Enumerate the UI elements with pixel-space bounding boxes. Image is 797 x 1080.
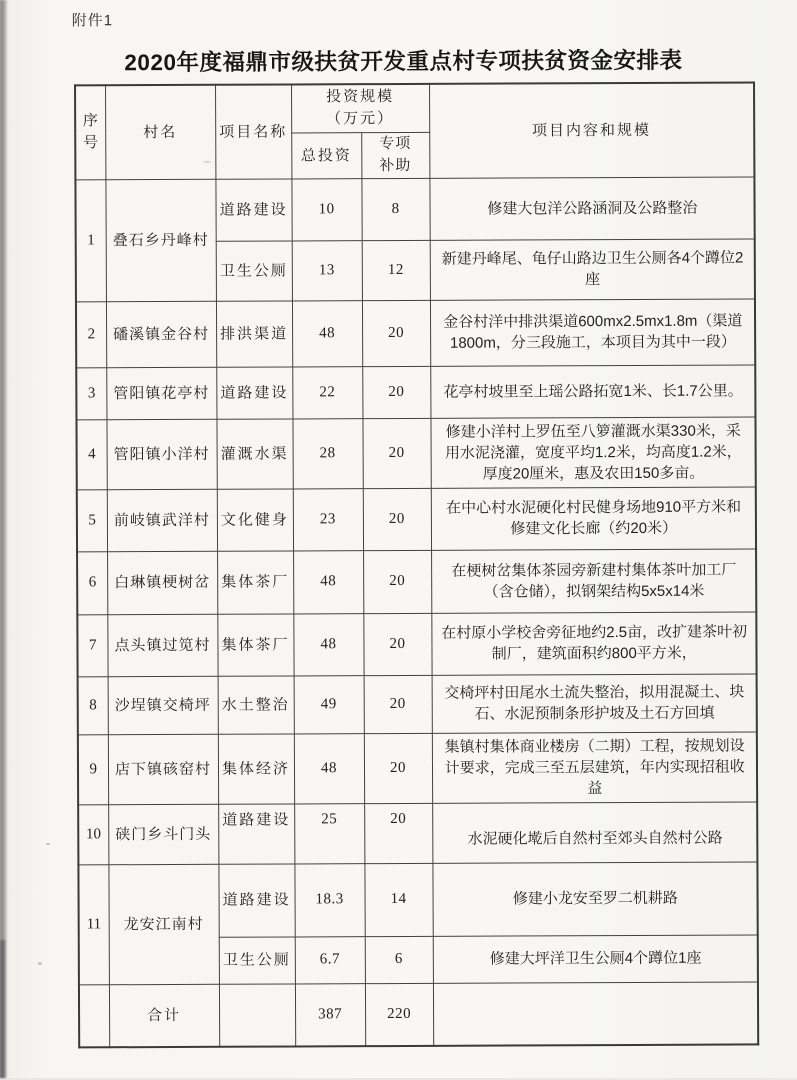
total-investment-cell: 48 (294, 733, 364, 803)
project-cell: 文化健身 (217, 488, 293, 550)
total-investment-cell: 10 (291, 178, 361, 240)
content-cell: 集镇村集体商业楼房（二期）工程，按规划设计要求，完成三至五层建筑，年内实现招租收益 (432, 731, 757, 802)
header-investment-group: 投资规模（万元） (291, 84, 429, 133)
total-investment-sum-cell: 387 (295, 983, 365, 1046)
village-cell: 硖门乡斗门头 (108, 804, 218, 864)
header-content: 项目内容和规模 (429, 82, 754, 177)
table-row (75, 176, 754, 241)
seq-cell: 6 (77, 551, 107, 614)
project-cell: 卫生公厕 (216, 240, 292, 300)
project-cell: 灌溉水渠 (216, 418, 292, 488)
subsidy-cell: 20 (363, 488, 431, 550)
header-seq: 序号 (75, 85, 105, 179)
table-row (76, 364, 755, 419)
seq-cell: 2 (76, 301, 106, 367)
subsidy-cell: 20 (364, 675, 432, 733)
project-cell: 集体茶厂 (217, 613, 293, 675)
content-cell: 水泥硬化墘后自然村至郊头自然村公路 (432, 801, 757, 862)
village-cell: 店下镇硋窑村 (108, 734, 218, 804)
subsidy-cell: 12 (362, 240, 430, 300)
subsidy-cell: 6 (365, 936, 433, 983)
attachment-label: 附件1 (71, 12, 114, 30)
project-cell: 水土整治 (218, 675, 294, 733)
village-cell: 白琳镇梗树岔 (107, 551, 217, 614)
subsidy-cell: 20 (363, 550, 431, 613)
content-cell: 新建丹峰尾、龟仔山路边卫生公厕各4个蹲位2座 (430, 238, 755, 299)
total-investment-cell: 6.7 (295, 936, 365, 983)
seq-cell: 5 (77, 489, 107, 551)
village-cell: 磻溪镇金谷村 (106, 301, 216, 367)
subsidy-cell: 8 (361, 178, 429, 240)
content-cell: 在村原小学校舍旁征地约2.5亩，改扩建茶叶初制厂，建筑面积约800平方米， (431, 611, 756, 674)
total-investment-cell: 22 (292, 366, 362, 418)
seq-cell: 10 (78, 804, 108, 864)
table-row (77, 486, 756, 551)
table-row (78, 673, 757, 734)
project-cell: 道路建设 (218, 803, 294, 863)
table-row (76, 298, 755, 367)
project-cell: 道路建设 (216, 366, 292, 418)
project-cell: 集体茶厂 (217, 550, 293, 613)
content-cell: 在梗树岔集体茶园旁新建村集体茶叶加工厂（含仓储），拟钢架结构5x5x14米 (431, 548, 756, 612)
table-row (77, 611, 756, 676)
subsidy-cell: 14 (364, 863, 432, 936)
seq-cell: 7 (77, 614, 107, 676)
content-cell-empty (433, 981, 758, 1045)
village-cell: 管阳镇小洋村 (106, 419, 216, 489)
village-cell: 管阳镇花亭村 (106, 367, 216, 419)
seq-cell: 9 (78, 734, 108, 804)
table-row (77, 548, 756, 614)
header-row-1 (75, 82, 754, 133)
table-row (78, 801, 757, 864)
header-total-investment: 总投资 (291, 132, 361, 178)
total-investment-cell: 49 (294, 675, 364, 733)
header-village: 村名 (105, 85, 215, 179)
total-investment-cell: 23 (293, 488, 363, 550)
content-cell: 金谷村洋中排洪渠道600mx2.5mx1.8m（渠道1800m，分三段施工，本项目为其中一段） (430, 298, 755, 365)
project-cell: 道路建设 (215, 178, 291, 240)
header-project: 项目名称 (215, 84, 291, 178)
content-cell: 修建小龙安至罗二机耕路 (432, 861, 757, 935)
subsidy-sum-cell: 220 (365, 983, 433, 1046)
subsidy-cell: 20 (362, 418, 430, 488)
content-cell: 花亭村坡里至上瑶公路拓宽1米、长1.7公里。 (430, 364, 755, 417)
seq-cell: 8 (78, 676, 108, 734)
seq-cell: 1 (75, 179, 106, 301)
content-cell: 修建大包洋公路涵洞及公路整治 (429, 176, 754, 239)
document-title: 2020年度福鼎市级扶贫开发重点村专项扶贫资金安排表 (124, 47, 683, 76)
project-cell: 道路建设 (218, 863, 294, 936)
total-investment-cell: 18.3 (294, 863, 364, 936)
total-investment-cell: 25 (294, 803, 364, 863)
seq-cell: 4 (76, 419, 106, 489)
village-cell: 龙安江南村 (108, 864, 219, 984)
total-label-cell: 合计 (109, 984, 219, 1047)
village-cell: 沙埕镇交椅坪 (108, 676, 218, 734)
project-cell-empty (219, 983, 295, 1046)
content-cell: 交椅坪村田尾水土流失整治，拟用混凝土、块石、水泥预制条形护坡及土石方回填 (432, 673, 757, 732)
subsidy-cell: 20 (363, 613, 431, 675)
subsidy-cell: 20 (364, 733, 432, 803)
content-cell: 修建大坪洋卫生公厕4个蹲位1座 (433, 934, 758, 982)
total-investment-cell: 13 (292, 240, 362, 300)
seq-cell: 3 (76, 367, 106, 419)
content-cell: 在中心村水泥硬化村民健身场地910平方米和修建文化长廊（约20米） (431, 486, 756, 549)
total-investment-cell: 48 (293, 550, 363, 613)
village-cell: 叠石乡丹峰村 (105, 179, 216, 301)
content-cell: 修建小洋村上罗伍至八箩灌溉水渠330米，采用水泥浇灌，宽度平均1.2米，均高度1.2米，厚度20厘米，惠及农田150多亩。 (430, 416, 755, 487)
seq-cell-empty (79, 984, 109, 1047)
total-investment-cell: 48 (293, 613, 363, 675)
total-row (79, 981, 758, 1047)
project-cell: 排洪渠道 (216, 300, 292, 366)
total-investment-cell: 28 (292, 418, 362, 488)
table-row (78, 731, 757, 804)
total-investment-cell: 48 (292, 300, 362, 366)
project-cell: 集体经济 (218, 733, 294, 803)
subsidy-cell: 20 (362, 366, 430, 418)
project-cell: 卫生公厕 (219, 936, 295, 983)
table-row (78, 861, 757, 937)
village-cell: 点头镇过笕村 (107, 614, 217, 676)
subsidy-cell: 20 (362, 300, 430, 366)
subsidy-cell: 20 (364, 803, 432, 863)
village-cell: 前岐镇武洋村 (107, 489, 217, 551)
seq-cell: 11 (78, 864, 109, 984)
table-row (76, 416, 755, 489)
funding-table (74, 81, 759, 1048)
header-special-subsidy: 专项补助 (361, 132, 429, 178)
